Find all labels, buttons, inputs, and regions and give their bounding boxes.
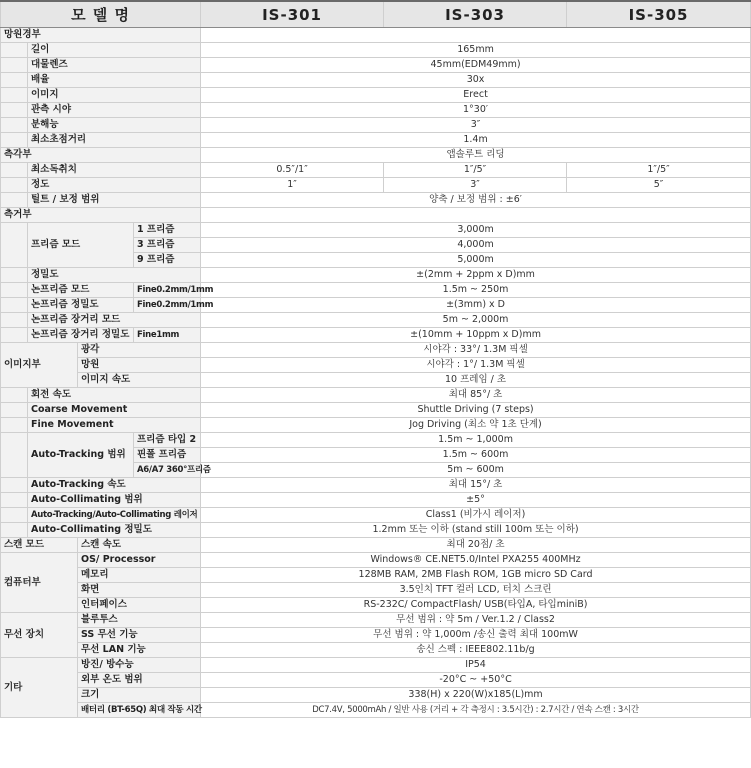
row-label: 관측 시야 [28,103,201,118]
table-row [1,223,751,238]
row-value: 1.5m ~ 1,000m [201,433,751,448]
row-label: 이미지 [28,88,201,103]
row-value-is301: 0.5″/1″ [201,163,384,178]
row-label: 광각 [78,343,201,358]
row-label: 배율 [28,73,201,88]
row-value: 1.2mm 또는 이하 (stand still 100m 또는 이하) [201,523,751,538]
row-value-is305: 1″/5″ [567,163,751,178]
row-value: 30x [201,73,751,88]
row-label: 망원 [78,358,201,373]
row-value: 송신 스펙 : IEEE802.11b/g [201,643,751,658]
table-row [1,358,751,373]
row-value-is303: 1″/5″ [384,163,567,178]
row-label: Auto-Tracking 속도 [28,478,201,493]
row-value: Windows® CE.NET5.0/Intel PXA255 400MHz [201,553,751,568]
row-value: 45mm(EDM49mm) [201,58,751,73]
row-value: 3.5인치 TFT 컬러 LCD, 터치 스크린 [201,583,751,598]
table-row [1,193,751,208]
row-value: 무선 범위 : 약 1,000m /송신 출력 최대 100mW [201,628,751,643]
row-value: -20°C ~ +50°C [201,673,751,688]
table-row [1,148,751,163]
row-label: 회전 속도 [28,388,201,403]
row-label: SS 무선 기능 [78,628,201,643]
table-row [1,643,751,658]
row-value: Erect [201,88,751,103]
row-label: 정도 [28,178,201,193]
row-label: 9 프리즘 [134,253,201,268]
row-label: Auto-Collimating 범위 [28,493,201,508]
row-label: 분해능 [28,118,201,133]
table-row [1,373,751,388]
table-row [1,628,751,643]
section-angle: 측각부 [1,148,201,163]
table-row [1,523,751,538]
row-value: 5,000m [201,253,751,268]
row-label: 배터리 (BT-65Q) 최대 작동 시간 [78,703,201,718]
row-value: 시야각 : 1°/ 1.3M 픽셀 [201,358,751,373]
row-value: 5m ~ 600m [201,463,751,478]
table-row [1,673,751,688]
table-row [1,343,751,358]
row-value: 1.5m ~ 600m [201,448,751,463]
row-value: Jog Driving (최소 약 1초 단계) [201,418,751,433]
section-distance: 측거부 [1,208,201,223]
row-value: 1.4m [201,133,751,148]
row-label: 길이 [28,43,201,58]
model-name-header: 모 델 명 [1,1,201,28]
row-label: OS/ Processor [78,553,201,568]
table-row [1,553,751,568]
row-value: IP54 [201,658,751,673]
table-row [1,133,751,148]
row-label: 3 프리즘 [134,238,201,253]
row-sublabel: Fine1mm [134,328,201,343]
table-row [1,298,751,313]
row-value: 3,000m [201,223,751,238]
row-label: 메모리 [78,568,201,583]
row-label: 정밀도 [28,268,201,283]
row-value: 최대 15°/ 초 [201,478,751,493]
table-row [1,433,751,448]
row-value: 양축 / 보정 범위 : ±6′ [201,193,751,208]
row-value: 3″ [201,118,751,133]
row-label: 외부 온도 범위 [78,673,201,688]
table-row [1,703,751,718]
row-label: 블루투스 [78,613,201,628]
row-sublabel: Fine0.2mm/1mm [134,283,201,298]
header-row [1,1,751,28]
section-imaging: 이미지부 [1,343,78,388]
model-is305-header: IS-305 [567,1,751,28]
row-label: 틸트 / 보정 범위 [28,193,201,208]
row-value: 4,000m [201,238,751,253]
table-row [1,478,751,493]
row-value: Class1 (비가시 레이저) [201,508,751,523]
table-row [1,43,751,58]
row-value: 무선 범위 : 약 5m / Ver.1.2 / Class2 [201,613,751,628]
table-row [1,118,751,133]
row-label: 스캔 속도 [78,538,201,553]
table-row [1,313,751,328]
row-value: ±(3mm) x D [201,298,751,313]
row-value: 시야각 : 33°/ 1.3M 픽셀 [201,343,751,358]
row-label: Coarse Movement [28,403,201,418]
group-label: Auto-Tracking 범위 [28,433,134,478]
row-value: 5m ~ 2,000m [201,313,751,328]
table-row [1,688,751,703]
row-value: DC7.4V, 5000mAh / 일반 사용 (거리 + 각 측정시 : 3.5시간) : 2.7시간 / 연속 스캔 : 3시간 [201,703,751,718]
table-row [1,613,751,628]
table-row [1,493,751,508]
row-label: 논프리즘 모드 [28,283,134,298]
row-value: 최대 20점/ 초 [201,538,751,553]
row-value-is303: 3″ [384,178,567,193]
section-computer: 컴퓨터부 [1,553,78,613]
table-row [1,508,751,523]
model-is301-header: IS-301 [201,1,384,28]
row-value: 10 프레임 / 초 [201,373,751,388]
table-row [1,103,751,118]
table-row [1,73,751,88]
row-label: 1 프리즘 [134,223,201,238]
row-value: ±5° [201,493,751,508]
row-label: Auto-Tracking/Auto-Collimating 레이저 [28,508,201,523]
row-value: Shuttle Driving (7 steps) [201,403,751,418]
row-label: 크기 [78,688,201,703]
table-row [1,208,751,223]
row-label: 최소초점거리 [28,133,201,148]
row-label: 논프리즘 장거리 정밀도 [28,328,134,343]
row-value: RS-232C/ CompactFlash/ USB(타입A, 타입miniB) [201,598,751,613]
row-sublabel: Fine0.2mm/1mm [134,298,201,313]
row-value: 128MB RAM, 2MB Flash ROM, 1GB micro SD Card [201,568,751,583]
table-row [1,538,751,553]
section-wireless: 무선 장치 [1,613,78,658]
table-row [1,568,751,583]
table-row [1,28,751,43]
row-label: 최소독취치 [28,163,201,178]
row-value: 앱솔루트 리딩 [201,148,751,163]
row-label: Auto-Collimating 정밀도 [28,523,201,538]
row-label: 대물렌즈 [28,58,201,73]
section-scan: 스캔 모드 [1,538,78,553]
group-label: 프리즘 모드 [28,223,134,268]
row-label: 프리즘 타입 2 [134,433,201,448]
table-row [1,268,751,283]
table-row [1,88,751,103]
table-row [1,163,751,178]
row-value-is305: 5″ [567,178,751,193]
row-label: 논프리즘 정밀도 [28,298,134,313]
table-row [1,283,751,298]
row-label: Fine Movement [28,418,201,433]
row-value: 1.5m ~ 250m [201,283,751,298]
table-row [1,388,751,403]
row-value: 1°30′ [201,103,751,118]
table-row [1,598,751,613]
model-is303-header: IS-303 [384,1,567,28]
table-row [1,328,751,343]
table-row [1,403,751,418]
row-value: ±(2mm + 2ppm x D)mm [201,268,751,283]
row-label: 이미지 속도 [78,373,201,388]
row-value: 최대 85°/ 초 [201,388,751,403]
table-row [1,58,751,73]
row-value-is301: 1″ [201,178,384,193]
row-value: 338(H) x 220(W)x185(L)mm [201,688,751,703]
row-label: 핀폴 프리즘 [134,448,201,463]
row-label: 인터페이스 [78,598,201,613]
row-label: 방진/ 방수능 [78,658,201,673]
table-row [1,418,751,433]
table-row [1,658,751,673]
row-value: 165mm [201,43,751,58]
row-value: ±(10mm + 10ppm x D)mm [201,328,751,343]
section-other: 기타 [1,658,78,718]
table-row [1,583,751,598]
row-label: A6/A7 360°프리즘 [134,463,201,478]
row-label: 논프리즘 장거리 모드 [28,313,201,328]
row-label: 무선 LAN 기능 [78,643,201,658]
row-label: 화면 [78,583,201,598]
section-telescope: 망원경부 [1,28,201,43]
table-row [1,178,751,193]
